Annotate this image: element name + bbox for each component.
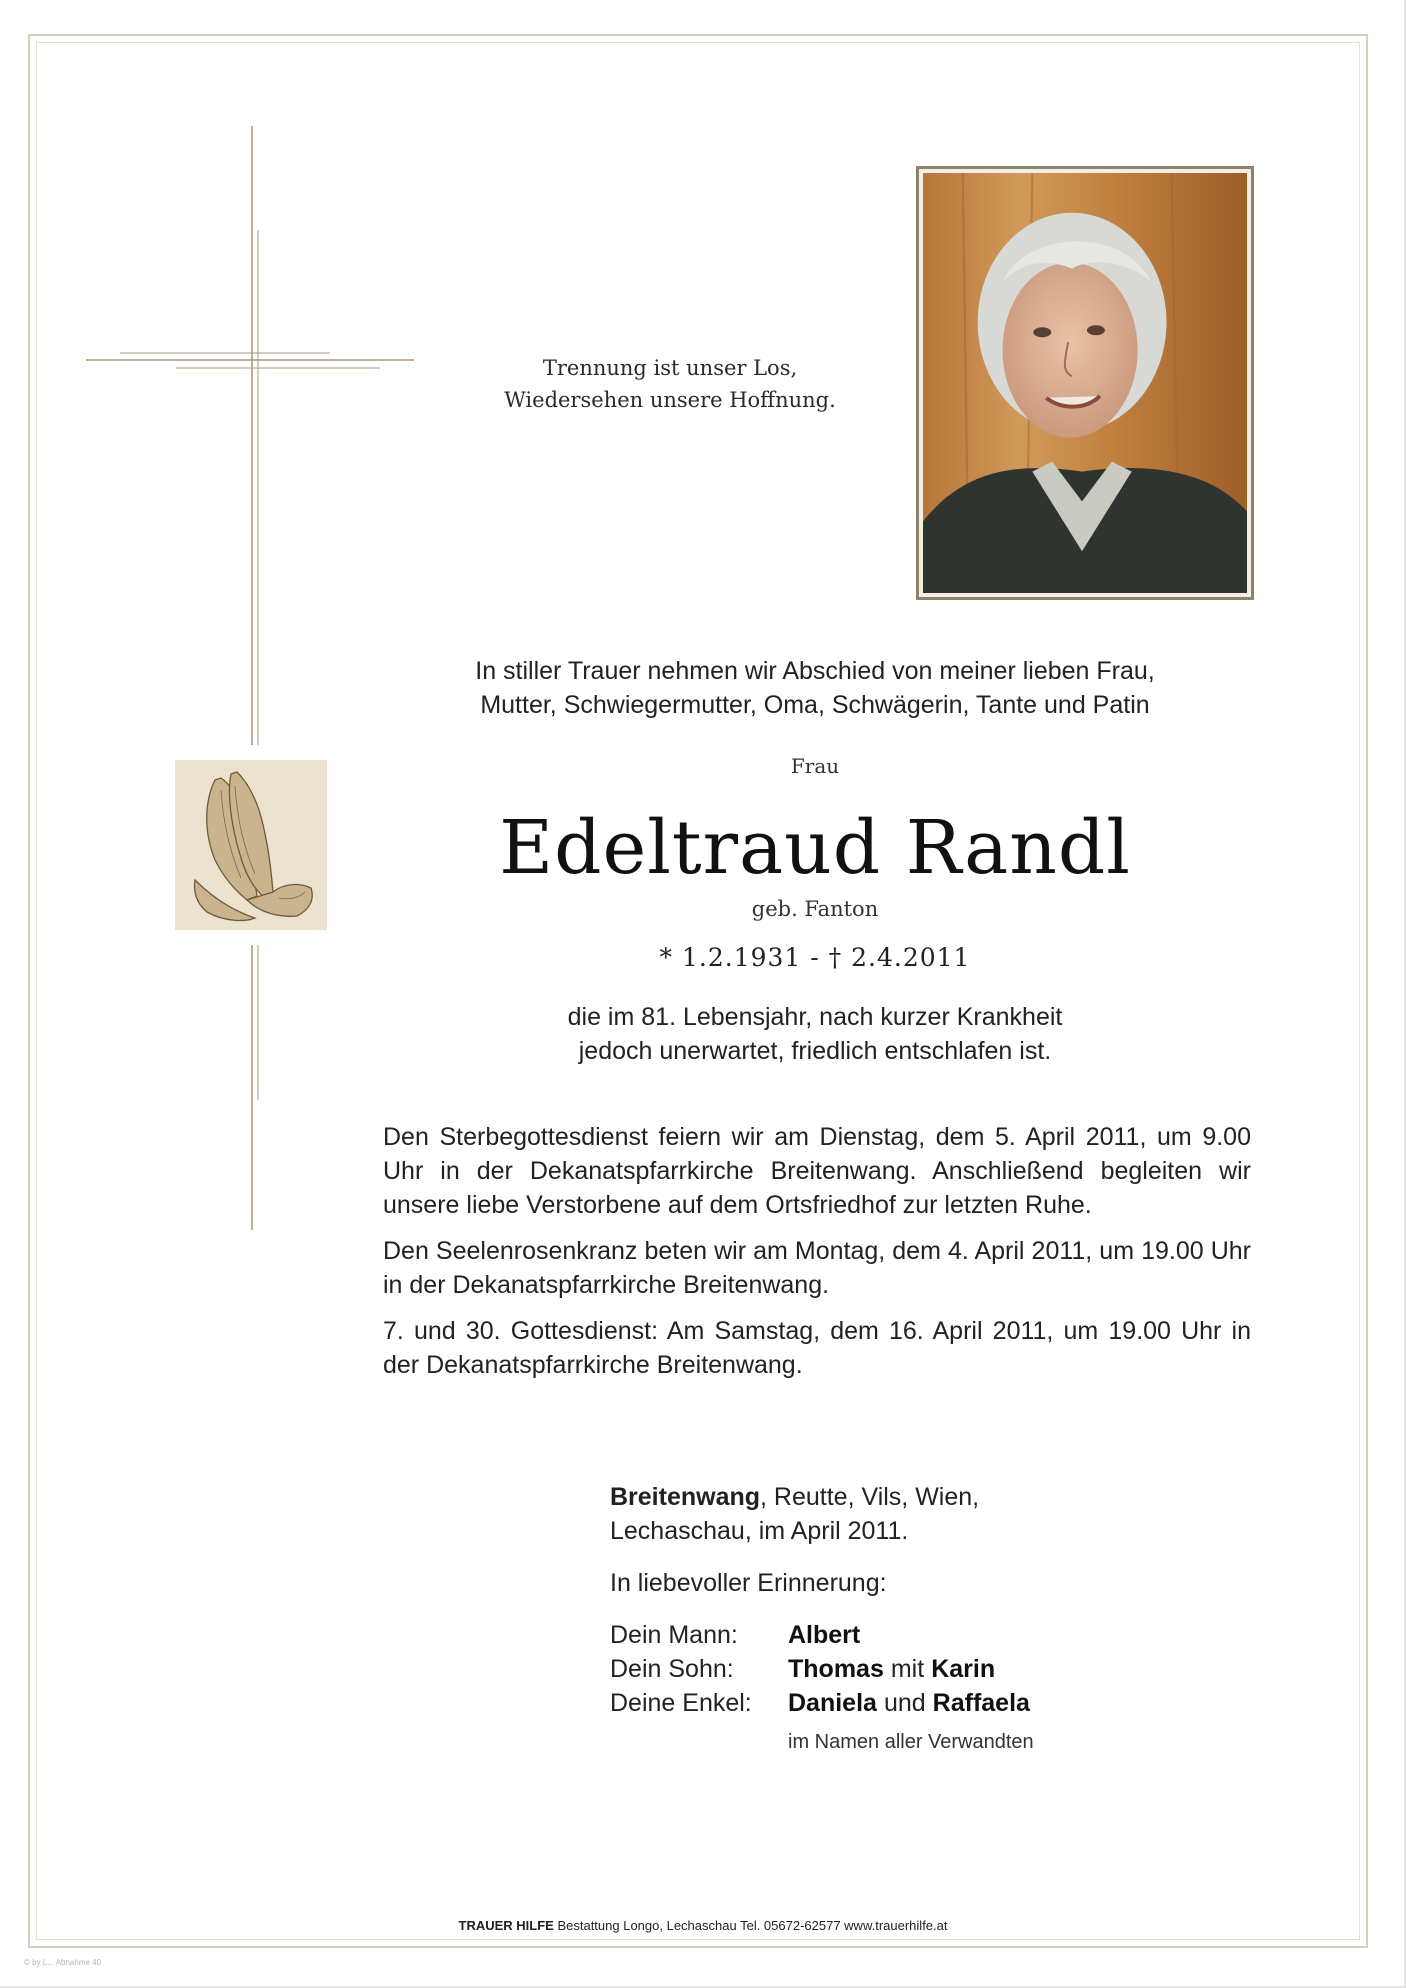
place-date bbox=[610, 1480, 1170, 1548]
husband-name: Albert bbox=[788, 1621, 861, 1649]
role-husband: Dein Mann: bbox=[610, 1621, 738, 1649]
footer bbox=[0, 1918, 1406, 1933]
son-partner-name: Karin bbox=[931, 1655, 996, 1683]
family-row-grandchildren bbox=[610, 1686, 1170, 1720]
motto-line-1: Trennung ist unser Los, bbox=[542, 356, 798, 380]
motto-line-2: Wiedersehen unsere Hoffnung. bbox=[504, 388, 836, 412]
signature-block bbox=[610, 1480, 1170, 1756]
praying-hands-emblem bbox=[160, 745, 342, 945]
corner-note: © by L... Abnahme 40 bbox=[24, 1958, 102, 1967]
grandchild-2-name: Raffaela bbox=[932, 1689, 1030, 1717]
family-row-son bbox=[610, 1652, 1170, 1686]
deceased-name: Edeltraud Randl bbox=[499, 805, 1131, 891]
memorial-mass-paragraph: 7. und 30. Gottesdienst: Am Samstag, dem 16. April 2011, um 19.00 Uhr in der Dekanatspfarrkirche Breitenwang. bbox=[383, 1317, 1251, 1379]
salutation: Frau bbox=[790, 754, 840, 778]
motto bbox=[430, 352, 910, 416]
portrait-photo bbox=[916, 166, 1254, 600]
family-row-husband bbox=[610, 1618, 1170, 1652]
rosary-paragraph: Den Seelenrosenkranz beten wir am Montag, dem 4. April 2011, um 19.00 Uhr in der Dekanatspfarrkirche Breitenwang. bbox=[383, 1237, 1251, 1299]
place-date-line-2: Lechaschau, im April 2011. bbox=[610, 1517, 909, 1545]
cross-icon bbox=[80, 120, 420, 1240]
intro-line-2: Mutter, Schwiegermutter, Oma, Schwägerin, Tante und Patin bbox=[480, 691, 1150, 719]
memory-line: In liebevoller Erinnerung: bbox=[610, 1569, 887, 1597]
death-description bbox=[380, 1000, 1250, 1068]
praying-hands-icon bbox=[175, 760, 327, 930]
son-name: Thomas bbox=[788, 1655, 884, 1683]
family-list bbox=[610, 1618, 1170, 1720]
role-son: Dein Sohn: bbox=[610, 1655, 734, 1683]
maiden-name: geb. Fanton bbox=[751, 897, 879, 921]
description-line-1: die im 81. Lebensjahr, nach kurzer Krankheit bbox=[567, 1003, 1063, 1031]
grandchild-conjunction: und bbox=[883, 1689, 926, 1717]
role-grandchildren: Deine Enkel: bbox=[610, 1689, 752, 1717]
grandchild-1-name: Daniela bbox=[788, 1689, 877, 1717]
funeral-service-paragraph: Den Sterbegottesdienst feiern wir am Dienstag, dem 5. April 2011, um 9.00 Uhr in der Dekanatspfarrkirche Breitenwang. Anschließend begleiten wir unsere liebe Verstorbene auf dem Ortsfriedhof zur letzten Ruhe. bbox=[383, 1123, 1251, 1219]
son-conjunction: mit bbox=[890, 1655, 925, 1683]
relatives-note: im Namen aller Verwandten bbox=[788, 1731, 1034, 1753]
intro-text bbox=[380, 654, 1250, 722]
intro-line-1: In stiller Trauer nehmen wir Abschied von meiner lieben Frau, bbox=[475, 657, 1155, 685]
place-others: , Reutte, Vils, Wien, bbox=[760, 1483, 980, 1511]
footer-brand: TRAUER HILFE bbox=[458, 1918, 554, 1933]
footer-contact: Bestattung Longo, Lechaschau Tel. 05672-62577 www.trauerhilfe.at bbox=[553, 1918, 948, 1933]
life-dates: * 1.2.1931 - † 2.4.2011 bbox=[659, 943, 971, 972]
place-primary: Breitenwang bbox=[610, 1483, 761, 1511]
service-information bbox=[383, 1120, 1251, 1394]
description-line-2: jedoch unerwartet, friedlich entschlafen ist. bbox=[578, 1037, 1052, 1065]
portrait-image bbox=[923, 173, 1247, 593]
